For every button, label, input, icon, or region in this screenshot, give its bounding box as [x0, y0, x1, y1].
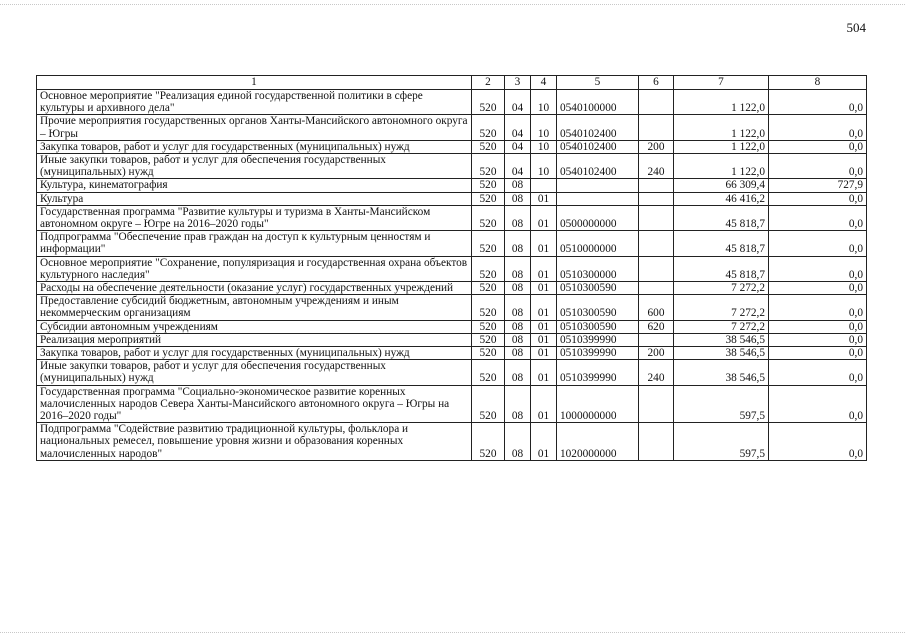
target-article-cell: 0510399990	[557, 333, 639, 346]
subsection-code-cell: 10	[531, 154, 557, 179]
expense-type-cell: 240	[639, 360, 674, 385]
section-code-cell: 08	[505, 231, 531, 256]
row-name-cell: Субсидии автономным учреждениям	[37, 320, 472, 333]
ministry-code-cell: 520	[472, 256, 505, 281]
amount-cell: 45 818,7	[674, 231, 769, 256]
column-header-1: 1	[37, 76, 472, 90]
expense-type-cell	[639, 179, 674, 192]
amount-cell: 7 272,2	[674, 320, 769, 333]
table-row	[37, 90, 867, 115]
expense-type-cell	[639, 205, 674, 230]
target-article-cell	[557, 192, 639, 205]
row-name-cell: Культура	[37, 192, 472, 205]
expense-type-cell: 600	[639, 295, 674, 320]
target-article-cell: 0510300000	[557, 256, 639, 281]
section-code-cell: 08	[505, 179, 531, 192]
expense-type-cell	[639, 423, 674, 461]
column-header-3: 3	[505, 76, 531, 90]
section-code-cell: 08	[505, 205, 531, 230]
subsection-code-cell	[531, 179, 557, 192]
subvention-amount-cell: 0,0	[769, 256, 867, 281]
table-row	[37, 423, 867, 461]
section-code-cell: 08	[505, 192, 531, 205]
row-name-cell: Расходы на обеспечение деятельности (оказание услуг) государственных учреждений	[37, 282, 472, 295]
section-code-cell: 08	[505, 320, 531, 333]
scan-edge-bottom	[0, 632, 905, 635]
table-row	[37, 385, 867, 423]
amount-cell: 38 546,5	[674, 360, 769, 385]
row-name-cell: Прочие мероприятия государственных органов Ханты-Мансийского автономного округа – Югры	[37, 115, 472, 140]
subvention-amount-cell: 0,0	[769, 333, 867, 346]
column-header-6: 6	[639, 76, 674, 90]
ministry-code-cell: 520	[472, 90, 505, 115]
subvention-amount-cell: 0,0	[769, 90, 867, 115]
row-name-cell: Иные закупки товаров, работ и услуг для обеспечения государственных (муниципальных) нужд	[37, 360, 472, 385]
row-name-cell: Иные закупки товаров, работ и услуг для обеспечения государственных (муниципальных) нужд	[37, 154, 472, 179]
subsection-code-cell: 01	[531, 423, 557, 461]
amount-cell: 46 416,2	[674, 192, 769, 205]
subvention-amount-cell: 0,0	[769, 115, 867, 140]
table-row	[37, 192, 867, 205]
ministry-code-cell: 520	[472, 192, 505, 205]
column-header-2: 2	[472, 76, 505, 90]
table-row	[37, 360, 867, 385]
subvention-amount-cell: 0,0	[769, 347, 867, 360]
section-code-cell: 08	[505, 256, 531, 281]
table-row	[37, 205, 867, 230]
subvention-amount-cell: 0,0	[769, 423, 867, 461]
table-row	[37, 115, 867, 140]
section-code-cell: 08	[505, 295, 531, 320]
amount-cell: 7 272,2	[674, 295, 769, 320]
table-row	[37, 140, 867, 153]
target-article-cell: 0540102400	[557, 115, 639, 140]
table-row	[37, 179, 867, 192]
subvention-amount-cell: 0,0	[769, 360, 867, 385]
target-article-cell: 0510399990	[557, 360, 639, 385]
subsection-code-cell: 01	[531, 282, 557, 295]
ministry-code-cell: 520	[472, 423, 505, 461]
row-name-cell: Государственная программа "Социально-экономическое развитие коренных малочисленных народов Севера Ханты-Мансийского автономного округа – Югры на 2016–2020 годы"	[37, 385, 472, 423]
target-article-cell: 0510300590	[557, 320, 639, 333]
subvention-amount-cell: 0,0	[769, 192, 867, 205]
ministry-code-cell: 520	[472, 115, 505, 140]
ministry-code-cell: 520	[472, 347, 505, 360]
row-name-cell: Основное мероприятие "Сохранение, популяризация и государственная охрана объектов культурного наследия"	[37, 256, 472, 281]
amount-cell: 7 272,2	[674, 282, 769, 295]
section-code-cell: 04	[505, 90, 531, 115]
row-name-cell: Предоставление субсидий бюджетным, автономным учреждениям и иным некоммерческим организациям	[37, 295, 472, 320]
subsection-code-cell: 10	[531, 115, 557, 140]
row-name-cell: Государственная программа "Развитие культуры и туризма в Ханты-Мансийском автономном округе – Югре на 2016–2020 годы"	[37, 205, 472, 230]
scan-edge-top	[0, 4, 905, 7]
column-header-7: 7	[674, 76, 769, 90]
expense-type-cell	[639, 385, 674, 423]
table-row	[37, 320, 867, 333]
section-code-cell: 08	[505, 385, 531, 423]
expense-type-cell	[639, 90, 674, 115]
section-code-cell: 08	[505, 347, 531, 360]
amount-cell: 1 122,0	[674, 90, 769, 115]
section-code-cell: 08	[505, 423, 531, 461]
section-code-cell: 04	[505, 115, 531, 140]
expense-type-cell	[639, 115, 674, 140]
section-code-cell: 08	[505, 282, 531, 295]
subsection-code-cell: 01	[531, 295, 557, 320]
row-name-cell: Подпрограмма "Содействие развитию традиционной культуры, фольклора и национальных ремесел, повышение уровня жизни и образования коренных малочисленных народов"	[37, 423, 472, 461]
amount-cell: 45 818,7	[674, 205, 769, 230]
table-row	[37, 154, 867, 179]
column-header-8: 8	[769, 76, 867, 90]
subvention-amount-cell: 727,9	[769, 179, 867, 192]
subsection-code-cell: 01	[531, 360, 557, 385]
amount-cell: 1 122,0	[674, 140, 769, 153]
target-article-cell: 1020000000	[557, 423, 639, 461]
ministry-code-cell: 520	[472, 333, 505, 346]
page-number: 504	[846, 20, 866, 35]
target-article-cell: 0540102400	[557, 140, 639, 153]
expense-type-cell: 240	[639, 154, 674, 179]
table-row	[37, 295, 867, 320]
expense-type-cell	[639, 282, 674, 295]
amount-cell: 597,5	[674, 423, 769, 461]
subvention-amount-cell: 0,0	[769, 231, 867, 256]
target-article-cell: 0510000000	[557, 231, 639, 256]
subsection-code-cell: 01	[531, 231, 557, 256]
target-article-cell: 0540102400	[557, 154, 639, 179]
expense-type-cell	[639, 256, 674, 281]
section-code-cell: 08	[505, 360, 531, 385]
target-article-cell	[557, 179, 639, 192]
ministry-code-cell: 520	[472, 231, 505, 256]
subsection-code-cell: 01	[531, 320, 557, 333]
ministry-code-cell: 520	[472, 360, 505, 385]
target-article-cell: 0500000000	[557, 205, 639, 230]
amount-cell: 66 309,4	[674, 179, 769, 192]
table-header-row	[37, 76, 867, 90]
table-body	[37, 90, 867, 461]
expense-type-cell	[639, 192, 674, 205]
subsection-code-cell: 01	[531, 333, 557, 346]
subvention-amount-cell: 0,0	[769, 320, 867, 333]
expense-type-cell: 620	[639, 320, 674, 333]
subsection-code-cell: 10	[531, 140, 557, 153]
expense-type-cell	[639, 333, 674, 346]
ministry-code-cell: 520	[472, 282, 505, 295]
amount-cell: 1 122,0	[674, 115, 769, 140]
expense-type-cell: 200	[639, 140, 674, 153]
section-code-cell: 04	[505, 140, 531, 153]
amount-cell: 38 546,5	[674, 333, 769, 346]
ministry-code-cell: 520	[472, 295, 505, 320]
ministry-code-cell: 520	[472, 179, 505, 192]
row-name-cell: Реализация мероприятий	[37, 333, 472, 346]
amount-cell: 597,5	[674, 385, 769, 423]
section-code-cell: 08	[505, 333, 531, 346]
row-name-cell: Закупка товаров, работ и услуг для государственных (муниципальных) нужд	[37, 347, 472, 360]
budget-table	[36, 75, 867, 461]
target-article-cell: 0510399990	[557, 347, 639, 360]
amount-cell: 1 122,0	[674, 154, 769, 179]
ministry-code-cell: 520	[472, 205, 505, 230]
target-article-cell: 0510300590	[557, 295, 639, 320]
table-row	[37, 347, 867, 360]
subsection-code-cell: 10	[531, 90, 557, 115]
ministry-code-cell: 520	[472, 154, 505, 179]
column-header-5: 5	[557, 76, 639, 90]
table-row	[37, 256, 867, 281]
column-header-4: 4	[531, 76, 557, 90]
target-article-cell: 1000000000	[557, 385, 639, 423]
row-name-cell: Культура, кинематография	[37, 179, 472, 192]
subsection-code-cell: 01	[531, 347, 557, 360]
subsection-code-cell: 01	[531, 385, 557, 423]
row-name-cell: Закупка товаров, работ и услуг для государственных (муниципальных) нужд	[37, 140, 472, 153]
subsection-code-cell: 01	[531, 205, 557, 230]
ministry-code-cell: 520	[472, 140, 505, 153]
ministry-code-cell: 520	[472, 385, 505, 423]
ministry-code-cell: 520	[472, 320, 505, 333]
target-article-cell: 0540100000	[557, 90, 639, 115]
amount-cell: 45 818,7	[674, 256, 769, 281]
table-row	[37, 333, 867, 346]
subsection-code-cell: 01	[531, 256, 557, 281]
table-row	[37, 282, 867, 295]
row-name-cell: Основное мероприятие "Реализация единой государственной политики в сфере культуры и архивного дела"	[37, 90, 472, 115]
subvention-amount-cell: 0,0	[769, 205, 867, 230]
subvention-amount-cell: 0,0	[769, 295, 867, 320]
expense-type-cell	[639, 231, 674, 256]
subvention-amount-cell: 0,0	[769, 282, 867, 295]
subvention-amount-cell: 0,0	[769, 154, 867, 179]
subvention-amount-cell: 0,0	[769, 385, 867, 423]
subsection-code-cell: 01	[531, 192, 557, 205]
target-article-cell: 0510300590	[557, 282, 639, 295]
subvention-amount-cell: 0,0	[769, 140, 867, 153]
amount-cell: 38 546,5	[674, 347, 769, 360]
table-row	[37, 231, 867, 256]
section-code-cell: 04	[505, 154, 531, 179]
expense-type-cell: 200	[639, 347, 674, 360]
row-name-cell: Подпрограмма "Обеспечение прав граждан на доступ к культурным ценностям и информации"	[37, 231, 472, 256]
